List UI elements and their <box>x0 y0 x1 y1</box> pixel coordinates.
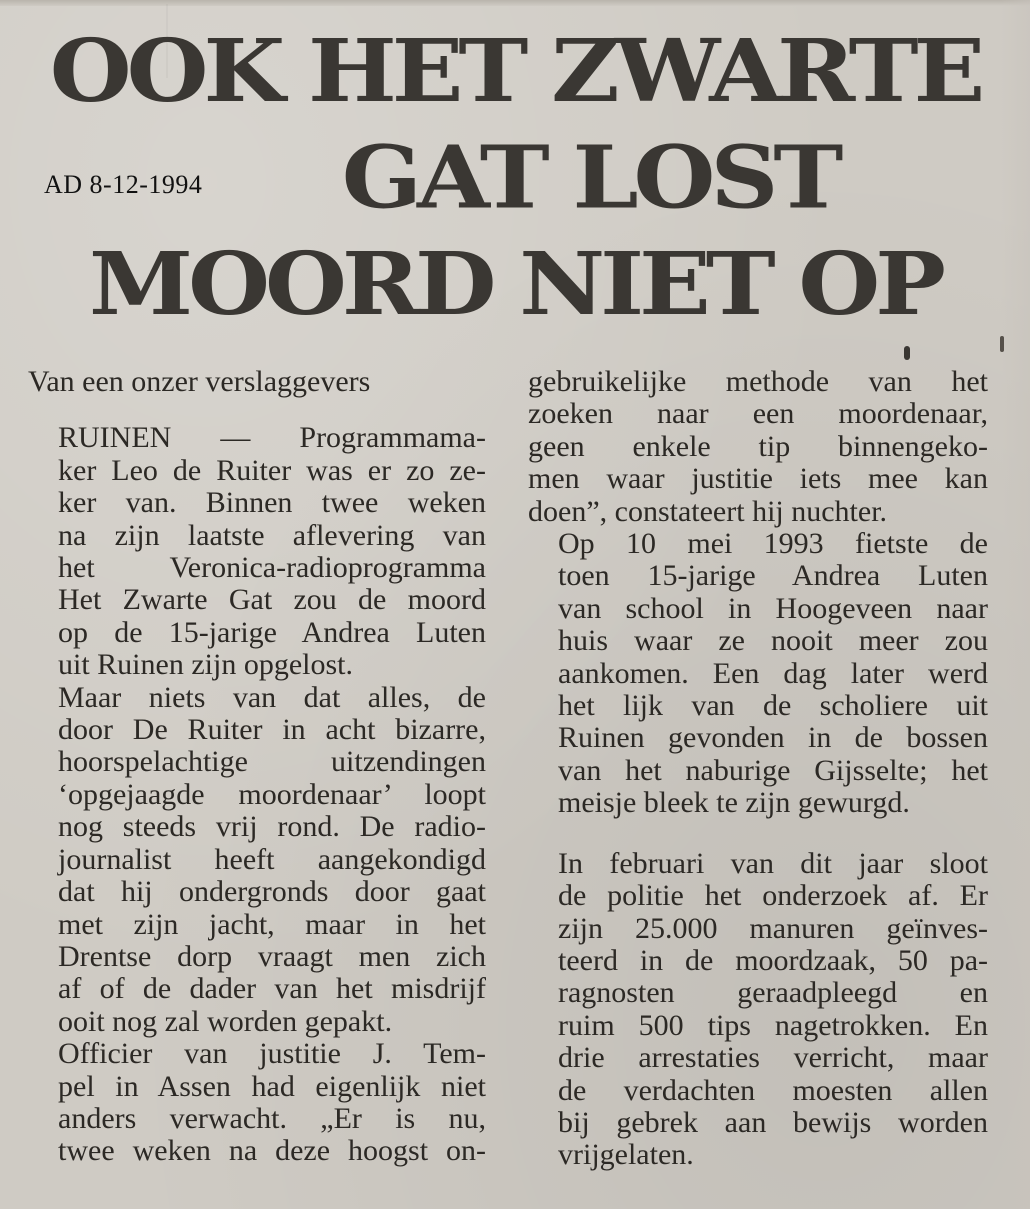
text-line: het Veronica-radioprogramma <box>58 551 486 585</box>
paragraph <box>528 528 988 820</box>
paragraph <box>528 366 988 528</box>
text-line: gebruikelijke methode van het <box>528 365 988 398</box>
text-line: pel in Assen had eigenlijk niet <box>58 1069 486 1103</box>
paragraph <box>28 422 486 681</box>
text-line: nog steeds vrij rond. De radio- <box>58 810 486 844</box>
text-line: twee weken na deze hoogst on- <box>58 1134 486 1168</box>
paragraph <box>28 682 486 1038</box>
text-line: Op 10 mei 1993 fietste de <box>558 527 988 561</box>
headline-line-3: MOORD NIET OP <box>89 234 941 336</box>
text-line: af of de dader van het misdrijf <box>58 972 486 1006</box>
text-line: ruim 500 tips nagetrokken. En <box>558 1008 988 1042</box>
text-line: de verdachten moesten allen <box>558 1073 988 1107</box>
headline-line-1: OOK HET ZWARTE <box>49 20 981 122</box>
text-line: dat hij ondergronds door gaat <box>58 875 486 909</box>
text-line: meisje bleek te zijn gewurgd. <box>558 786 910 820</box>
text-line: bij gebrek aan bewijs worden <box>558 1105 988 1139</box>
text-line: RUINEN — Programmama- <box>58 421 486 455</box>
text-line: journalist heeft aangekondigd <box>58 842 486 876</box>
text-line: ragnosten geraadpleegd en <box>558 976 988 1010</box>
text-line: zoeken naar een moordenaar, <box>528 397 988 431</box>
text-line: van school in Hoogeveen naar <box>558 591 988 625</box>
text-line: Drentse dorp vraagt men zich <box>58 939 486 973</box>
text-line: Het Zwarte Gat zou de moord <box>58 583 486 617</box>
byline: Van een onzer verslaggevers <box>28 365 371 398</box>
text-line: In februari van dit jaar sloot <box>558 846 988 880</box>
text-line: zijn 25.000 manuren geïnves- <box>558 911 988 945</box>
text-line: geen enkele tip binnengeko- <box>528 429 988 463</box>
text-line: de politie het onderzoek af. Er <box>558 879 988 913</box>
headline-line-2: GAT LOST <box>341 127 839 229</box>
ink-speck <box>1000 336 1004 352</box>
text-line: ker Leo de Ruiter was er zo ze- <box>58 453 486 487</box>
text-line: na zijn laatste aflevering van <box>58 518 486 552</box>
article-column-right <box>528 366 988 1172</box>
text-line: uit Ruinen zijn opgelost. <box>58 648 353 682</box>
text-line: het lijk van de scholiere uit <box>558 689 988 723</box>
date-stamp: AD 8-12-1994 <box>44 170 203 199</box>
text-line: teerd in de moordzaak, 50 pa- <box>558 943 988 977</box>
text-line: ker van. Binnen twee weken <box>58 486 486 520</box>
text-line: met zijn jacht, maar in het <box>58 907 486 941</box>
paragraph <box>528 848 988 1172</box>
text-line: doen”, constateert hij nuchter. <box>528 494 888 528</box>
text-line: ooit nog zal worden gepakt. <box>58 1004 393 1038</box>
text-line: Ruinen gevonden in de bossen <box>558 721 988 755</box>
text-line: huis waar ze nooit meer zou <box>558 624 988 658</box>
text-line: van het naburige Gijsselte; het <box>558 753 988 787</box>
text-line: Officier van justitie J. Tem- <box>58 1037 486 1071</box>
text-line: drie arrestaties verricht, maar <box>558 1041 988 1075</box>
text-line: anders verwacht. „Er is nu, <box>58 1101 486 1135</box>
text-line: toen 15-jarige Andrea Luten <box>558 559 988 593</box>
text-line: Maar niets van dat alles, de <box>58 680 486 714</box>
text-line: hoorspelachtige uitzendingen <box>58 745 486 779</box>
text-line: door De Ruiter in acht bizarre, <box>58 713 486 747</box>
article-column-left <box>28 366 486 1168</box>
paragraph <box>28 1038 486 1168</box>
ink-speck <box>904 346 910 360</box>
text-line: op de 15-jarige Andrea Luten <box>58 615 486 649</box>
text-line: aankomen. Een dag later werd <box>558 656 988 690</box>
text-line: vrijgelaten. <box>558 1138 694 1172</box>
text-line: ‘opgejaagde moordenaar’ loopt <box>58 777 486 811</box>
text-line: men waar justitie iets mee kan <box>528 462 988 496</box>
